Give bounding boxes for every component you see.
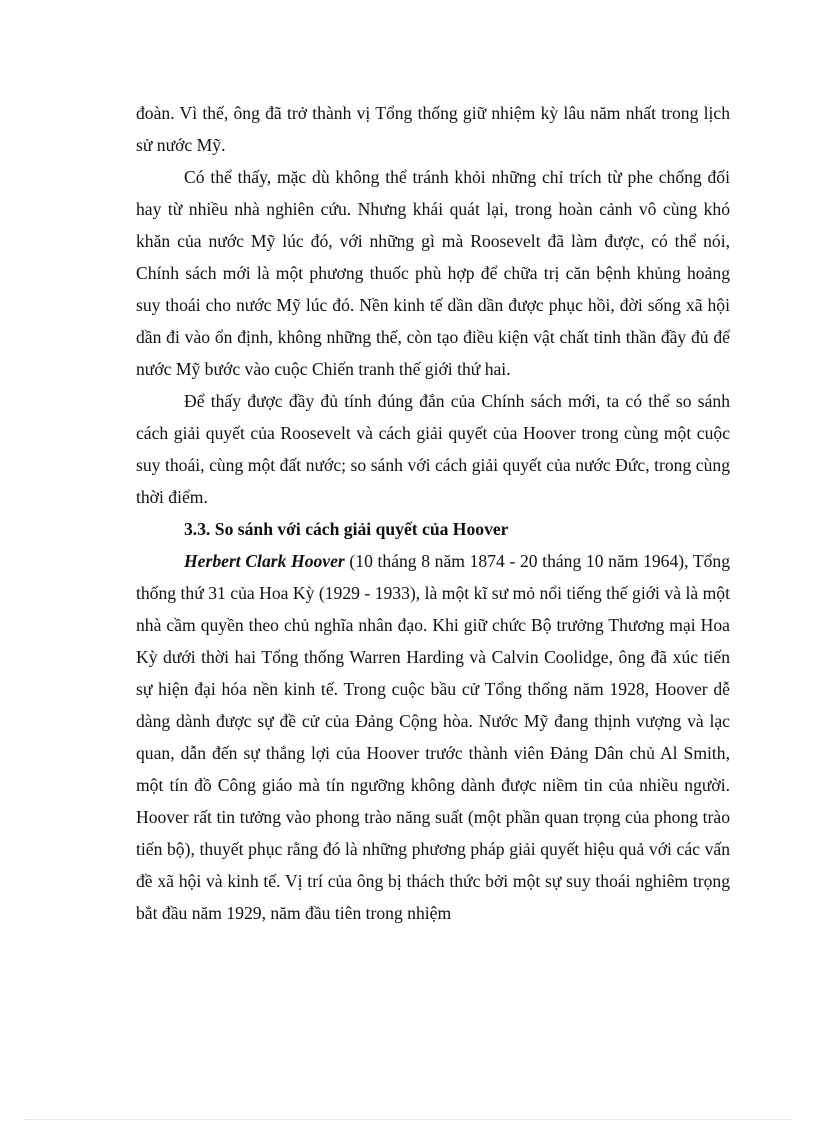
paragraph-continuation: đoàn. Vì thế, ông đã trở thành vị Tổng thống giữ nhiệm kỳ lâu năm nhất trong lịch sử nước Mỹ. — [136, 103, 730, 155]
hoover-bio-text: (10 tháng 8 năm 1874 - 20 tháng 10 năm 1964), Tổng thống thứ 31 của Hoa Kỳ (1929 - 1933), là một kĩ sư mỏ nổi tiếng thế giới và là một nhà cầm quyền theo chủ nghĩa nhân đạo. Khi giữ chức Bộ trưởng Thương mại Hoa Kỳ dưới thời hai Tổng thống Warren Harding và Calvin Coolidge, ông đã xúc tiến sự hiện đại hóa nền kinh tế. Trong cuộc bầu cử Tổng thống năm 1928, Hoover dễ dàng dành được sự đề cử của Đảng Cộng hòa. Nước Mỹ đang thịnh vượng và lạc quan, dẫn đến sự thắng lợi của Hoover trước thành viên Đảng Dân chủ Al Smith, một tín đồ Công giáo mà tín ngưỡng không dành được niềm tin của nhiều người. Hoover rất tin tưởng vào phong trào năng suất (một phần quan trọng của phong trào tiến bộ), thuyết phục rằng đó là những phương pháp giải quyết hiệu quả với các vấn đề xã hội và kinh tế. Vị trí của ông bị thách thức bởi một sự suy thoái nghiêm trọng bắt đầu năm 1929, năm đầu tiên trong nhiệm — [136, 551, 730, 923]
document-body — [136, 97, 730, 929]
paragraph-comparison-intro: Để thấy được đầy đủ tính đúng đắn của Chính sách mới, ta có thể so sánh cách giải quyết của Roosevelt và cách giải quyết của Hoover trong cùng một cuộc suy thoái, cùng một đất nước; so sánh với cách giải quyết của nước Đức, trong cùng thời điểm. — [136, 391, 730, 507]
hoover-name: Herbert Clark Hoover — [184, 551, 345, 571]
paragraph-evaluation: Có thể thấy, mặc dù không thể tránh khỏi những chỉ trích từ phe chống đối hay từ nhiều nhà nghiên cứu. Nhưng khái quát lại, trong hoàn cảnh vô cùng khó khăn của nước Mỹ lúc đó, với những gì mà Roosevelt đã làm được, có thể nói, Chính sách mới là một phương thuốc phù hợp để chữa trị căn bệnh khủng hoảng suy thoái cho nước Mỹ lúc đó. Nền kinh tế dần dần được phục hồi, đời sống xã hội dần đi vào ổn định, không những thế, còn tạo điều kiện vật chất tinh thần đầy đủ để nước Mỹ bước vào cuộc Chiến tranh thế giới thứ hai. — [136, 167, 730, 379]
section-heading: 3.3. So sánh với cách giải quyết của Hoover — [184, 519, 509, 539]
paragraph-hoover-bio — [136, 545, 730, 929]
page-bottom-divider — [24, 1119, 792, 1120]
